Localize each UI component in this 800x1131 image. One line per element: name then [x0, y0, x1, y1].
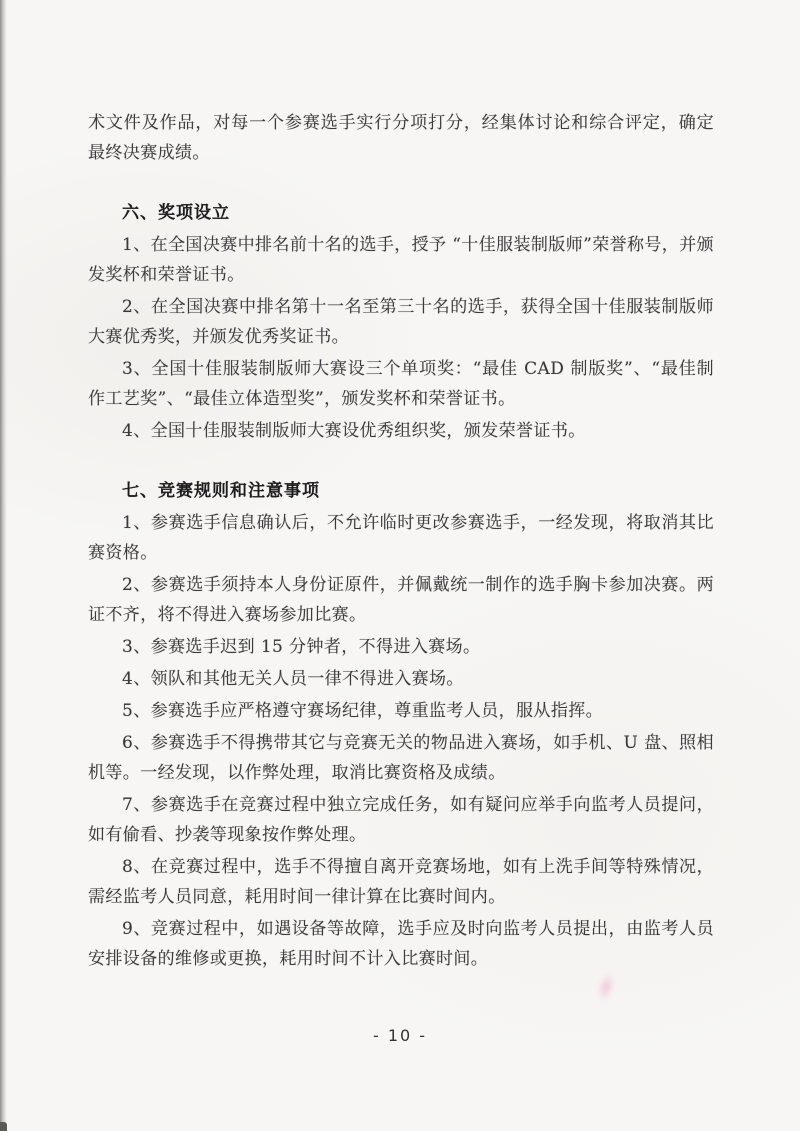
page-number: - 10 - — [372, 1026, 428, 1045]
rule-item: 2、参赛选手须持本人身份证原件，并佩戴统一制作的选手胸卡参加决赛。两证不齐，将不得进入赛场参加比赛。 — [88, 575, 714, 625]
rule-item: 5、参赛选手应严格遵守赛场纪律，尊重监考人员，服从指挥。 — [122, 701, 604, 721]
rule-item: 8、在竞赛过程中，选手不得擅自离开竞赛场地，如有上洗手间等特殊情况，需经监考人员同意，耗用时间一律计算在比赛时间内。 — [88, 857, 714, 907]
award-item: 1、在全国决赛中排名前十名的选手，授予 “十佳服装制版师”荣誉称号，并颁发奖杯和荣誉证书。 — [88, 235, 714, 285]
rule-item: 1、参赛选手信息确认后，不允许临时更改参赛选手，一经发现，将取消其比赛资格。 — [88, 513, 714, 563]
continuation-paragraph: 术文件及作品，对每一个参赛选手实行分项打分，经集体讨论和综合评定，确定最终决赛成绩。 — [88, 113, 714, 163]
rule-item: 6、参赛选手不得携带其它与竞赛无关的物品进入赛场，如手机、U 盘、照相机等。一经发现，以作弊处理，取消比赛资格及成绩。 — [88, 733, 714, 783]
award-item: 2、在全国决赛中排名第十一名至第三十名的选手，获得全国十佳服装制版师大赛优秀奖，并颁发优秀奖证书。 — [88, 297, 714, 347]
document-body — [88, 108, 714, 976]
section-heading-awards: 六、奖项设立 — [122, 203, 230, 223]
rule-item: 3、参赛选手迟到 15 分钟者，不得进入赛场。 — [122, 637, 481, 657]
scan-corner-artifact — [0, 1122, 7, 1131]
rule-item: 9、竞赛过程中，如遇设备等故障，选手应及时向监考人员提出，由监考人员安排设备的维修或更换，耗用时间不计入比赛时间。 — [88, 919, 714, 969]
rule-item: 4、领队和其他无关人员一律不得进入赛场。 — [122, 669, 464, 689]
scan-edge-artifact — [0, 0, 7, 1131]
award-item: 4、全国十佳服装制版师大赛设优秀组织奖，颁发荣誉证书。 — [122, 421, 586, 441]
section-heading-rules: 七、竞赛规则和注意事项 — [122, 481, 320, 501]
rule-item: 7、参赛选手在竞赛过程中独立完成任务，如有疑问应举手向监考人员提问，如有偷看、抄袭等现象按作弊处理。 — [88, 795, 714, 845]
award-item: 3、全国十佳服装制版师大赛设三个单项奖：“最佳 CAD 制版奖”、“最佳制作工艺奖”、“最佳立体造型奖”，颁发奖杯和荣誉证书。 — [88, 359, 714, 409]
